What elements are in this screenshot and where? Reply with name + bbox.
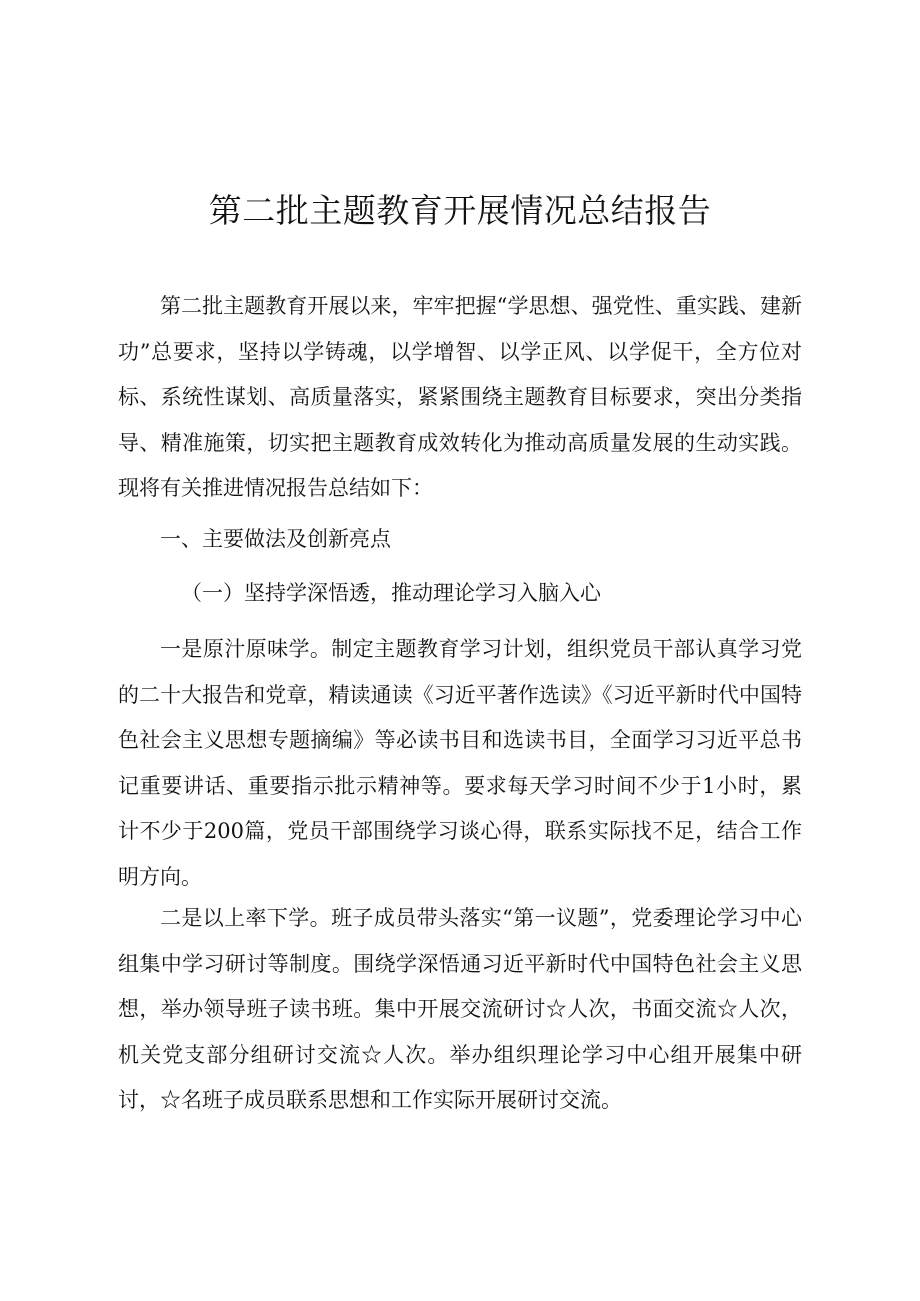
subsection-heading: （一）坚持学深悟透，推动理论学习入脑入心: [181, 581, 601, 605]
body-paragraph-2: 二是以上率下学。班子成员带头落实“第一议题”，党委理论学习中心组集中学习研讨等制度。围绕学深悟通习近平新时代中国特色社会主义思想，举办领导班子读书班。集中开展交流研讨☆人次，书面交流☆人次，机关党支部分组研讨交流☆人次。举办组织理论学习中心组开展集中研讨，☆名班子成员联系思想和工作实际开展研讨交流。: [118, 906, 802, 1112]
body-paragraph-1: 一是原汁原味学。制定主题教育学习计划，组织党员干部认真学习党的二十大报告和党章，精读通读《习近平著作选读》《习近平新时代中国特色社会主义思想专题摘编》等必读书目和选读书目，全面学习习近平总书记重要讲话、重要指示批示精神等。要求每天学习时间不少于1小时，累计不少于200篇，党员干部围绕学习谈心得，联系实际找不足，结合工作明方向。: [118, 637, 802, 889]
document-title: 第二批主题教育开展情况总结报告: [208, 191, 712, 230]
section-heading: 一、主要做法及创新亮点: [160, 527, 391, 551]
intro-paragraph: 第二批主题教育开展以来，牢牢把握“学思想、强党性、重实践、建新功”总要求，坚持以学铸魂，以学增智、以学正风、以学促干，全方位对标、系统性谋划、高质量落实，紧紧围绕主题教育目标要求，突出分类指导、精准施策，切实把主题教育成效转化为推动高质量发展的生动实践。现将有关推进情况报告总结如下：: [118, 294, 802, 500]
